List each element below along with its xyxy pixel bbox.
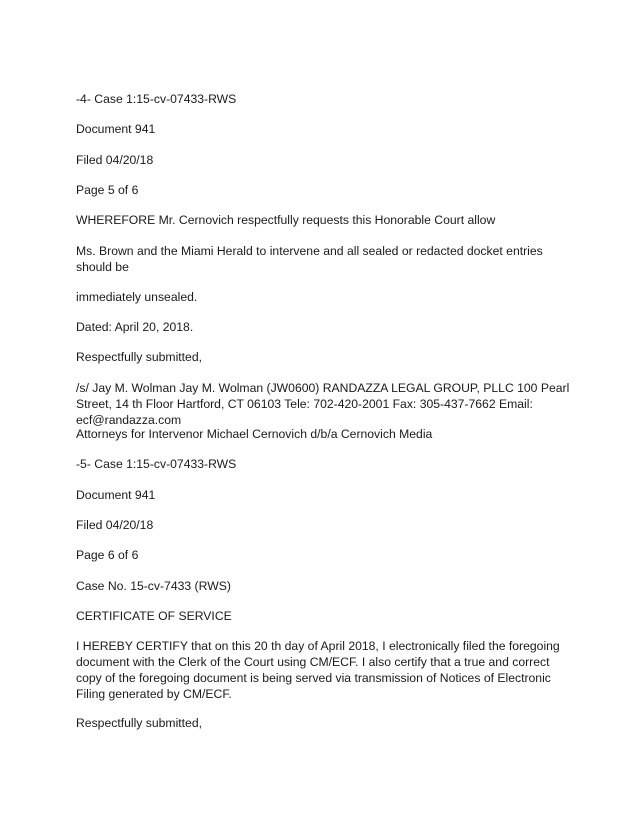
body-paragraph: WHEREFORE Mr. Cernovich respectfully requests this Honorable Court allow — [76, 213, 496, 227]
certificate-paragraph: I HEREBY CERTIFY that on this 20 th day of April 2018, I electronically filed the foregoing document with the Clerk of the Court using CM/ECF. I also certify that a true and correct copy of the foregoing document is being served via transmission of Notices of Electronic Filing generated by CM/ECF. — [76, 639, 560, 701]
date-line: Dated: April 20, 2018. — [76, 320, 194, 334]
page-header-case-line: -4- Case 1:15-cv-07433-RWS — [76, 92, 237, 106]
page-header-page-line: Page 6 of 6 — [76, 548, 139, 562]
page-header-filed-line: Filed 04/20/18 — [76, 153, 154, 167]
closing-line: Respectfully submitted, — [76, 716, 202, 730]
closing-line: Respectfully submitted, — [76, 350, 202, 364]
page-header-filed-line: Filed 04/20/18 — [76, 518, 154, 532]
case-number-line: Case No. 15-cv-7433 (RWS) — [76, 579, 231, 593]
body-paragraph: Ms. Brown and the Miami Herald to intervene and all sealed or redacted docket entries should be — [76, 244, 543, 274]
page-header-document-line: Document 941 — [76, 122, 156, 136]
section-heading: CERTIFICATE OF SERVICE — [76, 609, 232, 623]
body-paragraph: immediately unsealed. — [76, 290, 198, 304]
page-header-page-line: Page 5 of 6 — [76, 183, 139, 197]
attorneys-line: Attorneys for Intervenor Michael Cernovich d/b/a Cernovich Media — [76, 427, 433, 441]
page-header-case-line: -5- Case 1:15-cv-07433-RWS — [76, 457, 237, 471]
signature-block: /s/ Jay M. Wolman Jay M. Wolman (JW0600) RANDAZZA LEGAL GROUP, PLLC 100 Pearl Street, 14 th Floor Hartford, CT 06103 Tele: 702-420-2001 Fax: 305-437-7662 Email: ecf@randazza.com — [76, 381, 570, 427]
page-header-document-line: Document 941 — [76, 488, 156, 502]
